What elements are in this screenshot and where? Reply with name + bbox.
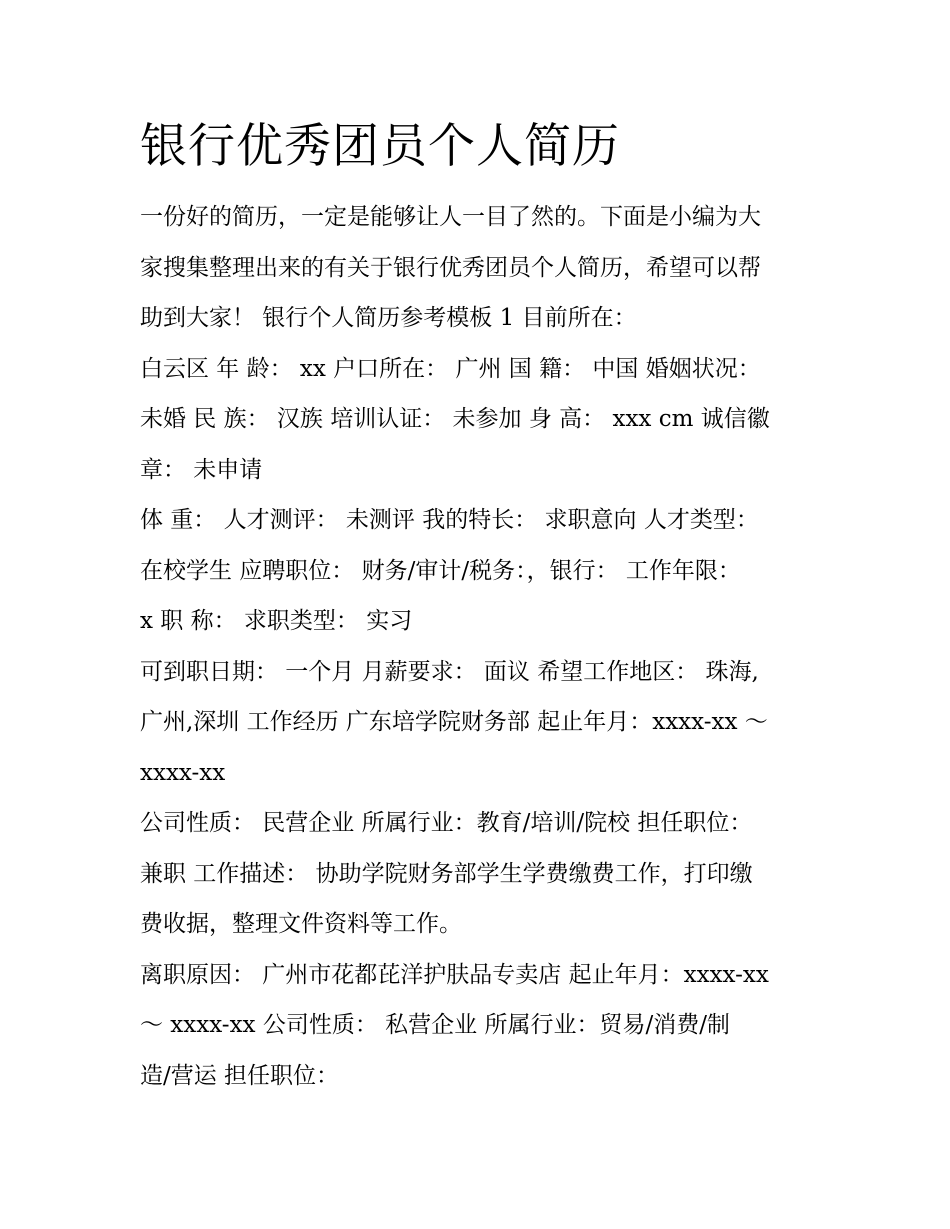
text-line: 助到大家！ 银行个人简历参考模板 1 目前所在： bbox=[140, 305, 637, 331]
paragraph-job-intent bbox=[140, 495, 812, 647]
text-line: 家搜集整理出来的有关于银行优秀团员个人简历，希望可以帮 bbox=[140, 254, 761, 281]
document-body bbox=[140, 112, 812, 1101]
text-line: 兼职 工作描述： 协助学院财务部学生学费缴费工作，打印缴 bbox=[140, 860, 753, 887]
text-line: 造/营运 担任职位： bbox=[140, 1062, 340, 1089]
document-title: 银行优秀团员个人简历 bbox=[140, 119, 620, 174]
text-line: 广州,深圳 工作经历 广东培学院财务部 起止年月：xxxx-xx ～ bbox=[140, 709, 768, 735]
text-line: 未婚 民 族： 汉族 培训认证： 未参加 身 高： xxx cm 诚信徽 bbox=[140, 406, 770, 432]
paragraph-work-experience-1 bbox=[140, 798, 812, 950]
text-line: 公司性质： 民营企业 所属行业：教育/培训/院校 担任职位： bbox=[140, 810, 753, 836]
text-line: 离职原因： 广州市花都芘洋护肤品专卖店 起止年月：xxxx-xx bbox=[140, 961, 769, 988]
text-line: xxxx-xx bbox=[140, 759, 226, 786]
paragraph-work-experience-2 bbox=[140, 950, 812, 1102]
text-line: 章： 未申请 bbox=[140, 456, 263, 483]
text-line: x 职 称： 求职类型： 实习 bbox=[140, 608, 413, 634]
paragraph-availability bbox=[140, 647, 812, 799]
text-line: 一份好的简历，一定是能够让人一目了然的。下面是小编为大 bbox=[140, 204, 761, 230]
paragraph-intro bbox=[140, 192, 812, 344]
text-line: 在校学生 应聘职位： 财务/审计/税务：，银行： 工作年限： bbox=[140, 557, 741, 584]
text-line: 体 重： 人才测评： 未测评 我的特长： 求职意向 人才类型： bbox=[140, 507, 759, 533]
text-line: 白云区 年 龄： xx 户口所在： 广州 国 籍： 中国 婚姻状况： bbox=[140, 355, 761, 382]
text-line: 可到职日期： 一个月 月薪要求： 面议 希望工作地区： 珠海, bbox=[140, 658, 759, 685]
paragraph-basic-info bbox=[140, 344, 812, 496]
text-line: 费收据，整理文件资料等工作。 bbox=[140, 911, 462, 937]
text-line: ～ xxxx-xx 公司性质： 私营企业 所属行业：贸易/消费/制 bbox=[140, 1012, 730, 1038]
